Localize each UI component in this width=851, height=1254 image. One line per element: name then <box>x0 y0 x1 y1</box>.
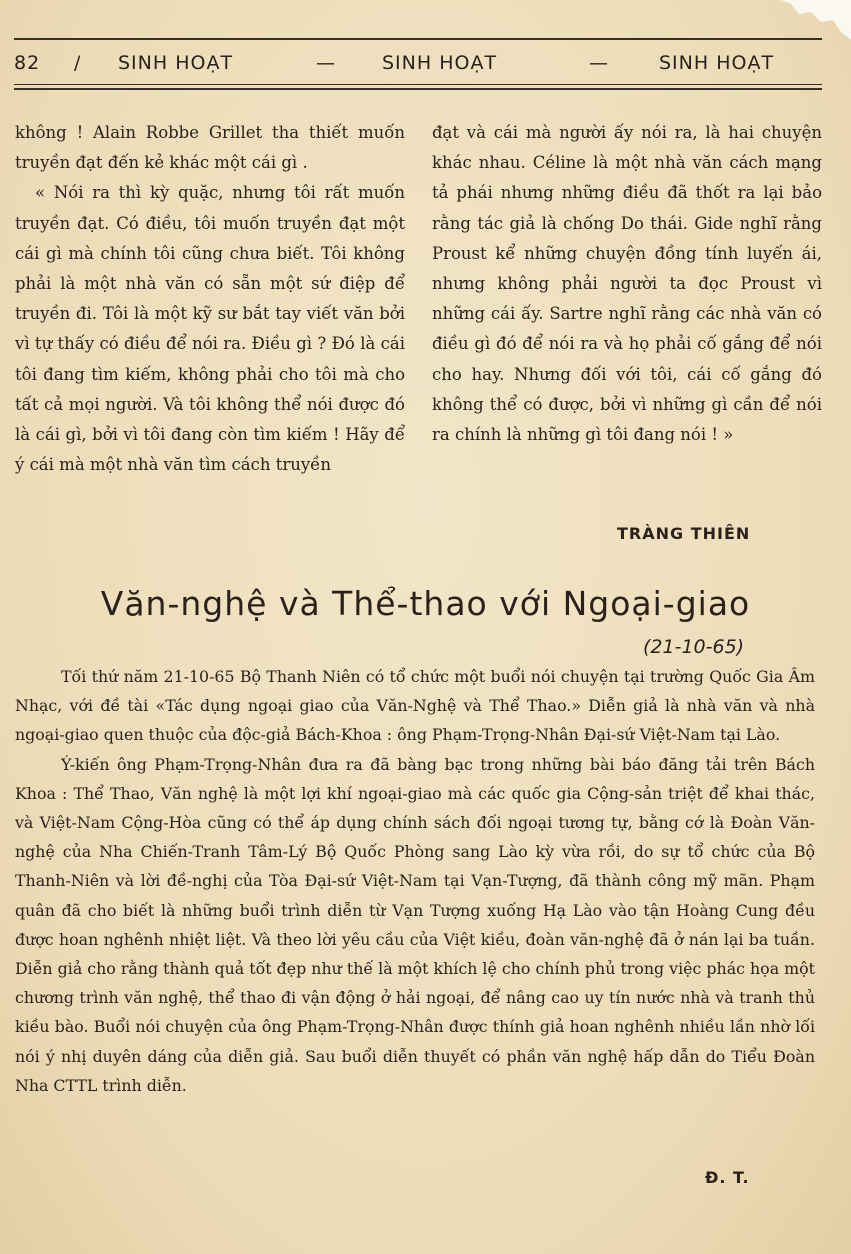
left-paragraph: không ! Alain Robbe Grillet tha thiết muốn truyền đạt đến kẻ khác một cái gì . <box>15 123 405 173</box>
left-paragraph: « Nói ra thì kỳ quặc, nhưng tôi rất muốn truyền đạt. Có điều, tôi muốn truyền đạt một cái gì mà chính tôi cũng chưa biết. Tôi không phải là một nhà văn có sẵn một sứ điệp để truyền đi. Tôi là một kỹ sư bắt tay viết văn bởi vì tự thấy có điều để nói ra. Điều gì ? Đó là cái tôi đang tìm kiếm, không phải cho tôi mà cho tất cả mọi người. Và tôi không thể nói được đó là cái gì, bởi vì tôi đang còn tìm kiếm ! Hãy để ý cái mà một nhà văn tìm cách truyền <box>15 183 405 475</box>
header-rule-top <box>14 38 822 40</box>
header-rule-bottom <box>14 84 822 85</box>
article-date: (21-10-65) <box>643 636 745 658</box>
right-column <box>432 118 822 450</box>
article-paragraph: Ý-kiến ông Phạm-Trọng-Nhân đưa ra đã bàng bạc trong những bài báo đăng tải trên Bách Khoa : Thể Thao, Văn nghệ là một lợi khí ngoại-giao mà các quốc gia Cộng-sản triệt để khai thác, và Việt-Nam Cộng-Hòa cũng có thể áp dụng chính sách đối ngoại tương tự, bằng cớ là Đoàn Văn-nghệ của Nha Chiến-Tranh Tâm-Lý Bộ Quốc Phòng sang Lào kỳ vừa rồi, do sự tổ chức của Bộ Thanh-Niên và lời đề-nghị của Tòa Đại-sứ Việt-Nam tại Vạn-Tượng, đã thành công mỹ mãn. Phạm quân đã cho biết là những buổi trình diễn từ Vạn Tượng xuống Hạ Lào vào tận Hoàng Cung đều được hoan nghênh nhiệt liệt. Và theo lời yêu cầu của Việt kiều, đoàn văn-nghệ đã ở nán lại ba tuần. Diễn giả cho rằng thành quả tốt đẹp như thế là một khích lệ cho chính phủ trong việc phác họa một chương trình văn nghệ, thể thao đi vận động ở hải ngoại, để nâng cao uy tín nước nhà và tranh thủ kiều bào. Buổi nói chuyện của ông Phạm-Trọng-Nhân được thính giả hoan nghênh nhiều lần nhờ lối nói ý nhị duyên dáng của diễn giả. Sau buổi diễn thuyết có phần văn nghệ hấp dẫn do Tiểu Đoàn Nha CTTL trình diễn. <box>15 754 815 1095</box>
header-section-2: SINH HOẠT <box>382 52 498 74</box>
left-column <box>15 118 405 480</box>
article-paragraph: Tối thứ năm 21-10-65 Bộ Thanh Niên có tổ chức một buổi nói chuyện tại trường Quốc Gia Âm Nhạc, với đề tài «Tác dụng ngoại giao của Văn-Nghệ và Thể Thao.» Diễn giả là nhà văn và nhà ngoại-giao quen thuộc của độc-giả Bách-Khoa : ông Phạm-Trọng-Nhân Đại-sứ Việt-Nam tại Lào. <box>15 667 815 745</box>
author-signature: TRÀNG THIÊN <box>617 524 751 543</box>
article-signature: Đ. T. <box>705 1168 750 1187</box>
article-title: Văn-nghệ và Thể-thao với Ngoại-giao <box>100 584 751 623</box>
header-dash-1: — <box>316 52 336 74</box>
running-header <box>14 50 822 80</box>
header-section-3: SINH HOẠT <box>659 52 775 74</box>
page-number: 82 <box>14 52 41 74</box>
header-dash-2: — <box>589 52 609 74</box>
header-slash: / <box>74 52 82 74</box>
header-rule-bottom-thick <box>14 88 822 90</box>
header-section-1: SINH HOẠT <box>118 52 234 74</box>
right-paragraph: đạt và cái mà người ấy nói ra, là hai chuyện khác nhau. Céline là một nhà văn cách mạng tả phái nhưng những điều đã thốt ra lại bảo rằng tác giả là chống Do thái. Gide nghĩ rằng Proust kể những chuyện đồng tính luyến ái, nhưng không phải người ta đọc Proust vì những cái ấy. Sartre nghĩ rằng các nhà văn có điều gì đó để nói ra và họ phải cố gắng để nói cho hay. Nhưng đối với tôi, cái cố gắng đó không thể có được, bởi vì những gì cần để nói ra chính là những gì tôi đang nói ! » <box>432 123 822 445</box>
torn-corner <box>761 0 851 40</box>
article-body <box>15 662 815 1100</box>
